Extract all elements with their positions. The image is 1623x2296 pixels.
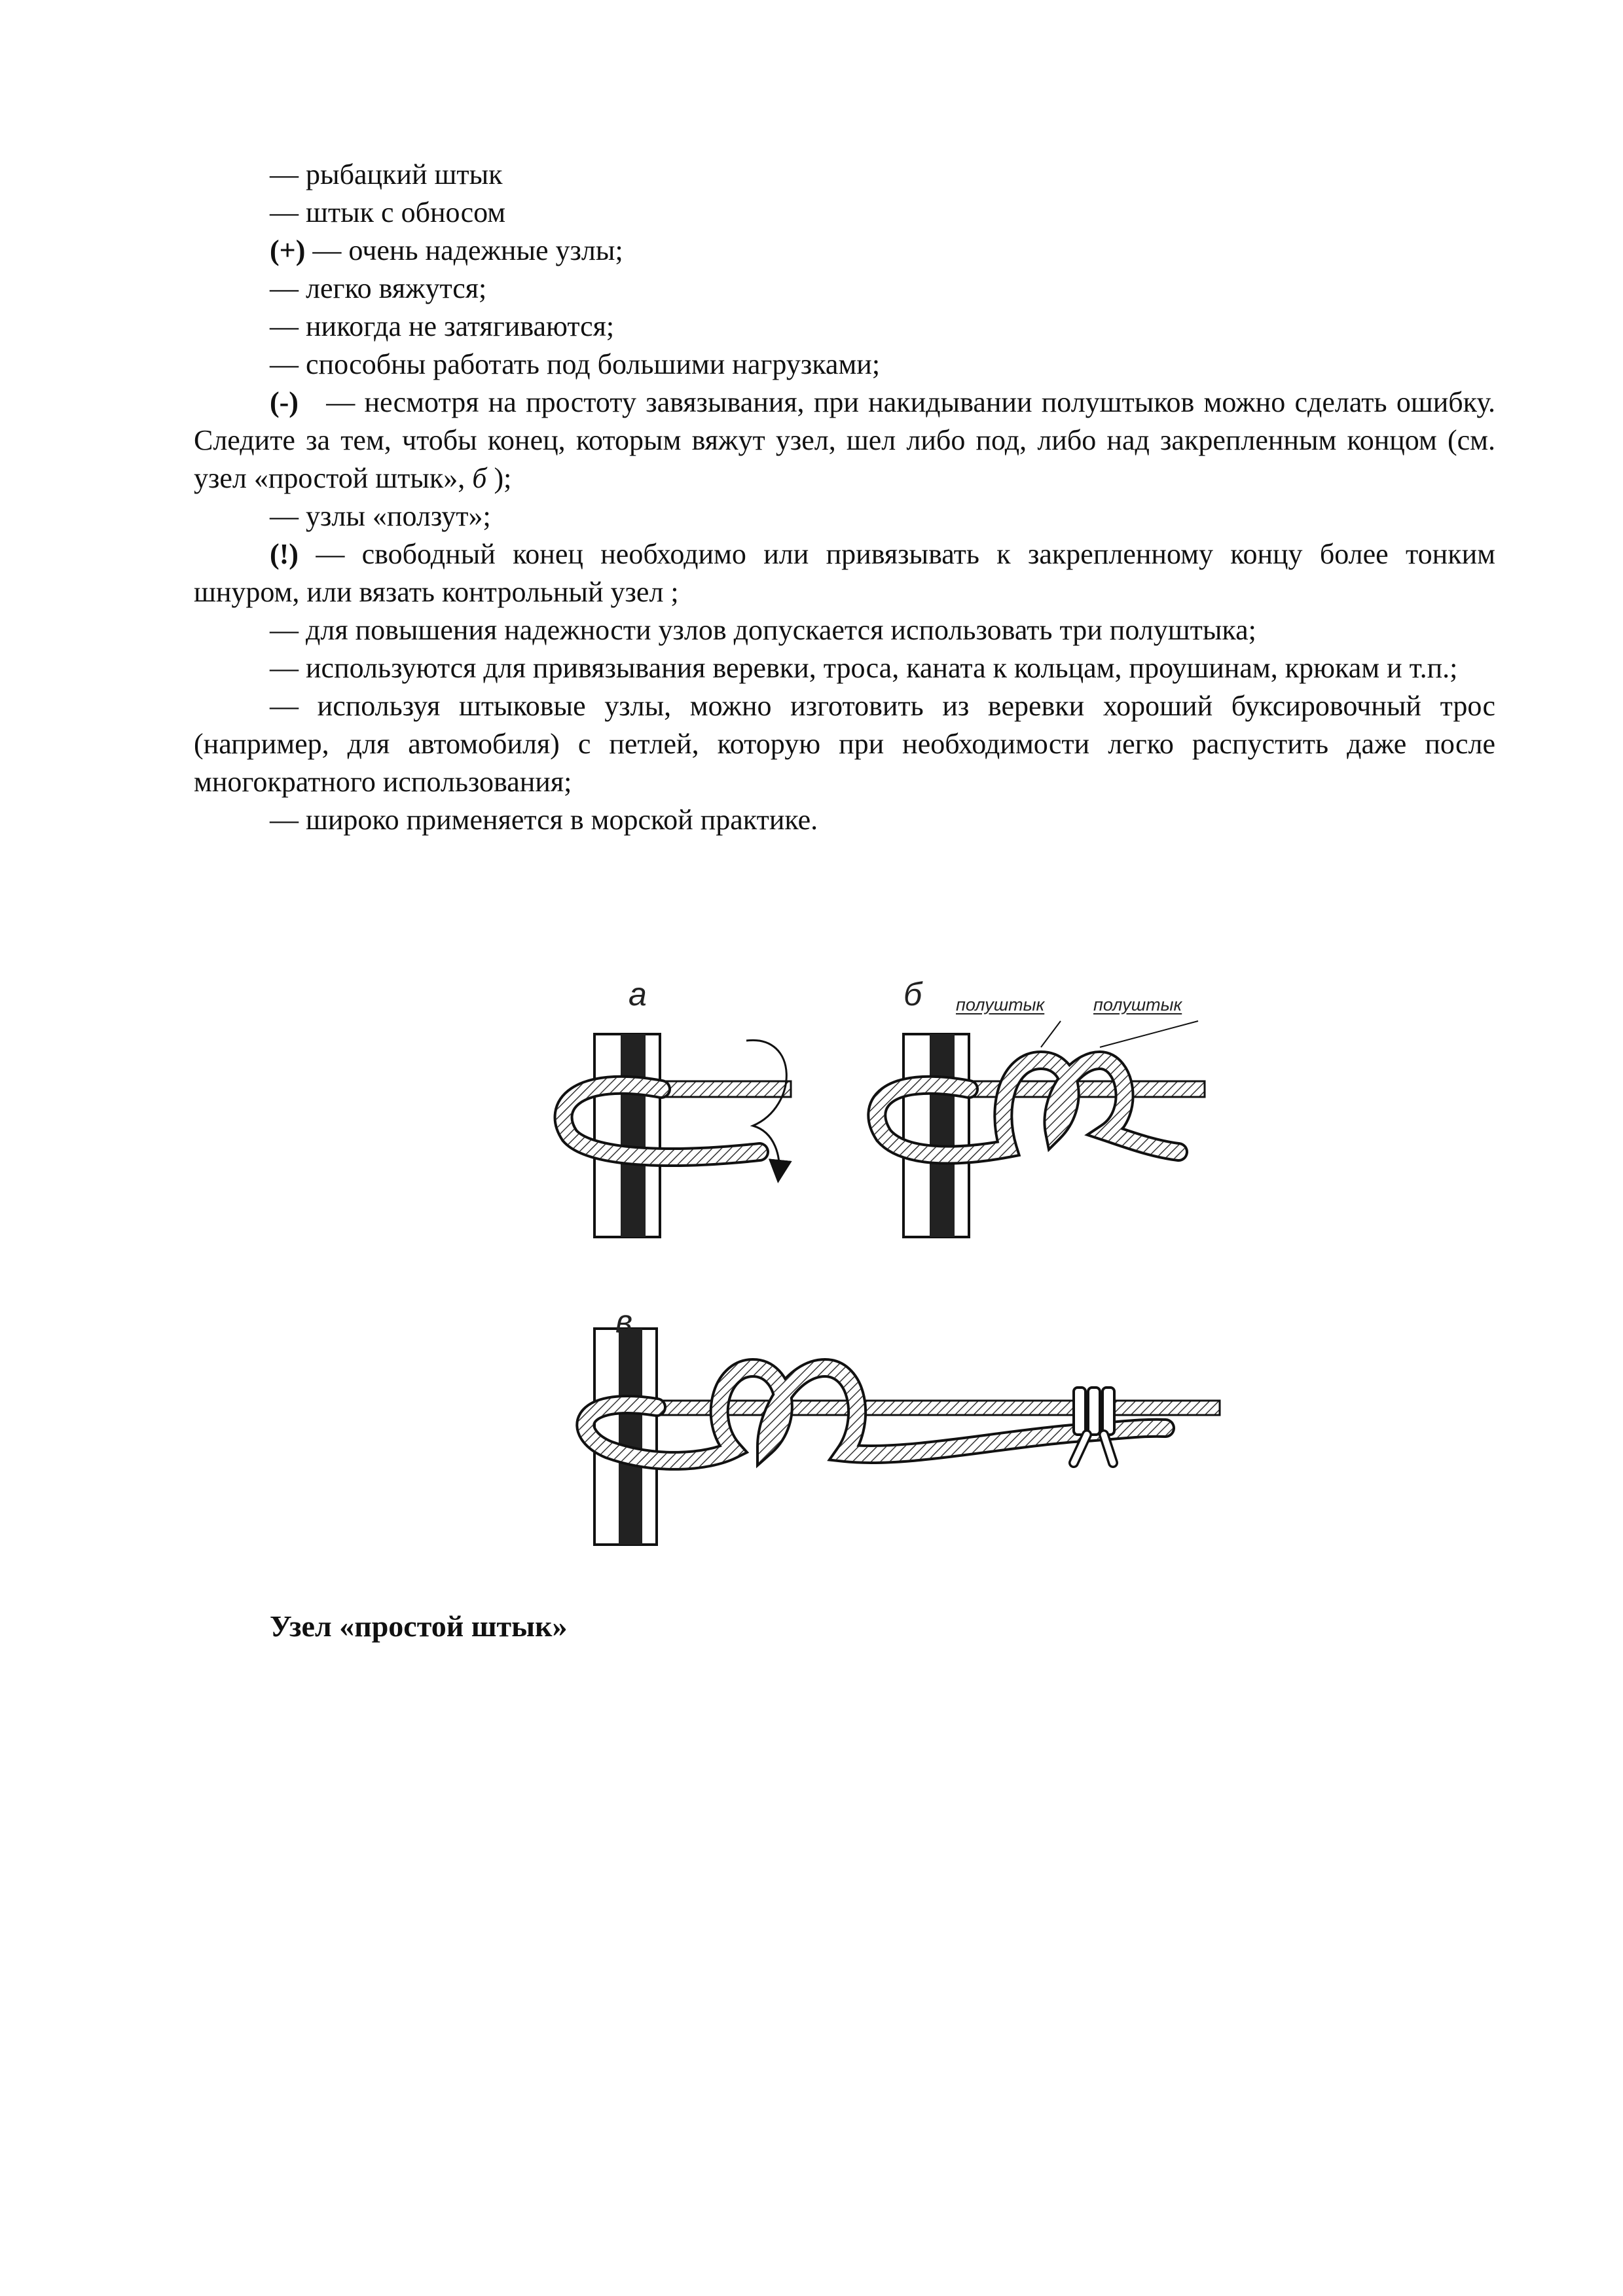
figure-label-a: а bbox=[629, 976, 647, 1013]
panel-c bbox=[585, 1329, 1220, 1545]
paragraph-13: — широко применяется в морской практике. bbox=[270, 804, 818, 836]
paragraph-2: — штык с обносом bbox=[270, 196, 506, 228]
knot-drawing bbox=[537, 962, 1257, 1564]
paragraph-11: — используются для привязывания веревки, троса, каната к кольцам, проушинам, крюкам и т.п.; bbox=[270, 652, 1458, 684]
half-hitch-label-1: полуштык bbox=[956, 995, 1045, 1014]
paragraph-8: — узлы «ползут»; bbox=[270, 500, 491, 532]
figure-label-b: б bbox=[903, 976, 922, 1013]
paragraph-12: — используя штыковые узлы, можно изготовить из веревки хороший буксировочный трос (например, для автомобиля) с петлей, которую при необходимости легко распустить даже после многократного использования; bbox=[194, 690, 1495, 798]
paragraph-5: — никогда не затягиваются; bbox=[270, 310, 615, 342]
paragraph-7: (-) — несмотря на простоту завязывания, при накидывании полуштыков можно сделать ошибку. Следите за тем, чтобы конец, которым вяжут узел, шел либо под, либо над закрепленным концом (см. узел «простой штык», б ); bbox=[194, 386, 1495, 494]
minus-marker: (-) bbox=[270, 386, 299, 418]
paragraph-10: — для повышения надежности узлов допускается использовать три полуштыка; bbox=[270, 614, 1256, 646]
plus-marker: (+) bbox=[270, 234, 306, 266]
body-text bbox=[194, 156, 1495, 839]
figure-ref-letter: б bbox=[472, 462, 487, 494]
panel-b bbox=[877, 1021, 1205, 1237]
figure-label-v: в bbox=[615, 1303, 633, 1340]
panel-a bbox=[564, 1034, 791, 1237]
knot-illustration bbox=[537, 962, 1257, 1564]
paragraph-6: — способны работать под большими нагрузками; bbox=[270, 348, 881, 380]
paragraph-3: (+) — очень надежные узлы; bbox=[270, 234, 623, 266]
exclamation-marker: (!) bbox=[270, 538, 299, 570]
half-hitch-label-2: полуштык bbox=[1093, 995, 1182, 1014]
paragraph-1: — рыбацкий штык bbox=[270, 158, 503, 190]
section-heading: Узел «простой штык» bbox=[270, 1609, 568, 1643]
paragraph-4: — легко вяжутся; bbox=[270, 272, 487, 304]
paragraph-9: (!) — свободный конец необходимо или привязывать к закрепленному концу более тонким шнуром, или вязать контрольный узел ; bbox=[194, 538, 1495, 608]
